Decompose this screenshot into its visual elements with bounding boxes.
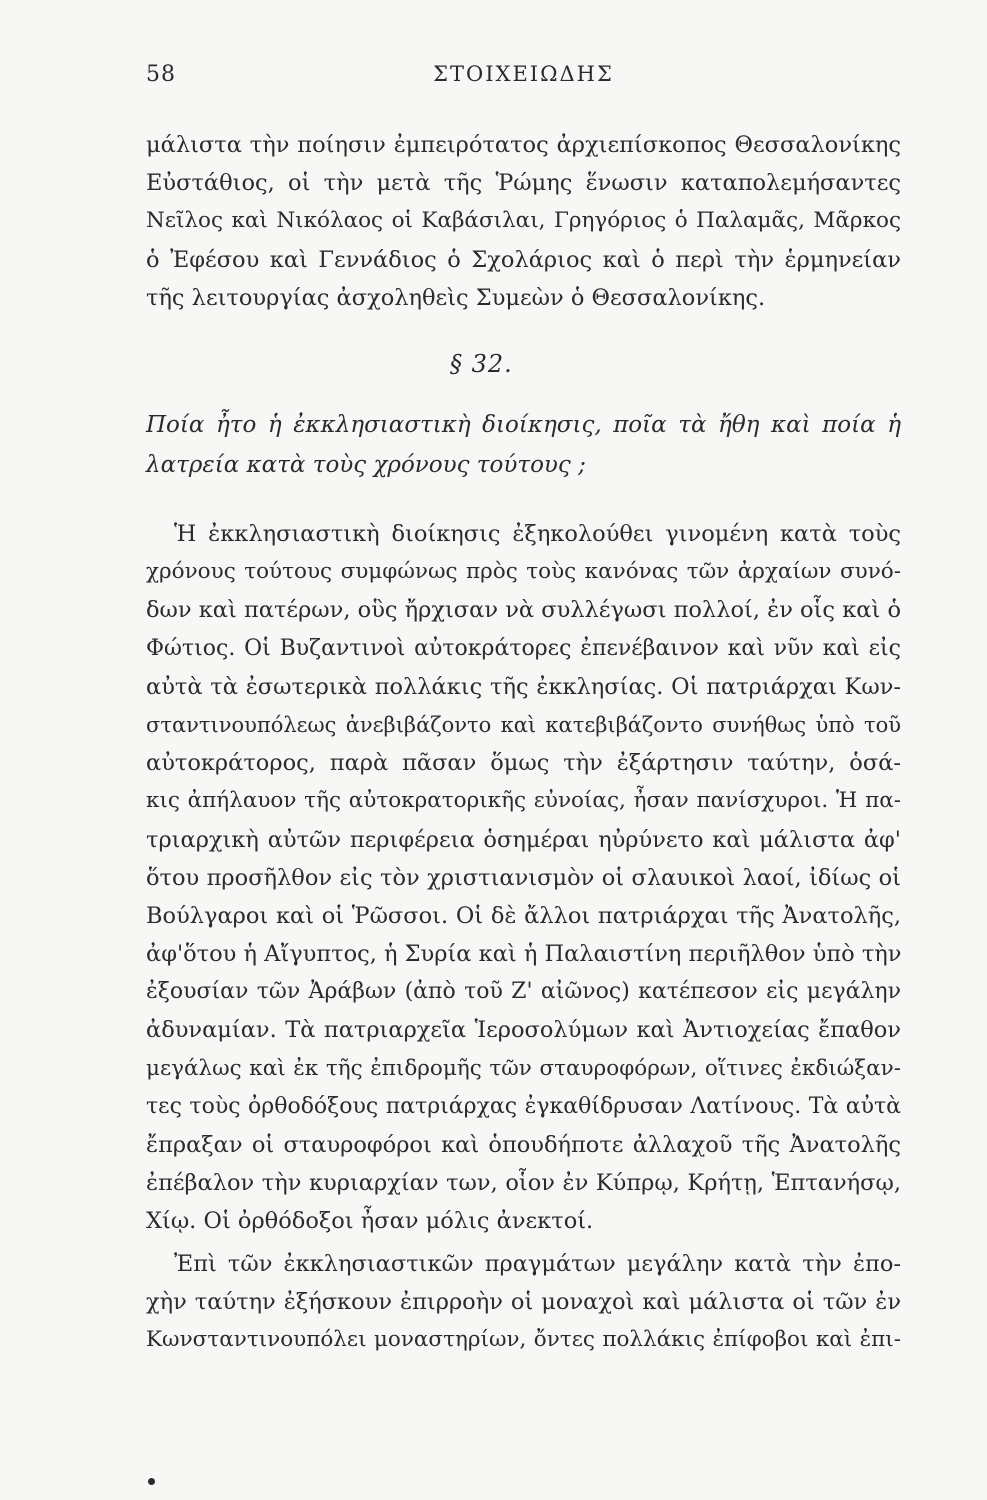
text-line: ἔπραξαν οἱ σταυροφόροι καὶ ὁπουδήποτε ἀλλαχοῦ τῆς Ἀνατολῆς — [146, 1132, 901, 1158]
text-line: ὁ Ἐφέσου καὶ Γεννάδιος ὁ Σχολάριος καὶ ὁ περὶ τὴν ἑρμηνείαν — [146, 246, 901, 273]
intro-paragraph — [146, 126, 901, 317]
text-line: Ἐπὶ τῶν ἐκκλησιαστικῶν πραγμάτων μεγάλην κατὰ τὴν ἐπο- — [174, 1251, 901, 1277]
question-line: λατρεία κατὰ τοὺς χρόνους τούτους ; — [146, 452, 586, 478]
question-line: Ποία ἦτο ἡ ἐκκλησιαστικὴ διοίκησις, ποῖα τὰ ἤθη καὶ ποία ἡ — [146, 412, 901, 438]
text-line: Ἡ ἐκκλησιαστικὴ διοίκησις ἐξηκολούθει γινομένη κατὰ τοὺς — [174, 521, 901, 547]
text-line: χὴν ταύτην ἐξήσκουν ἐπιρροὴν οἱ μοναχοὶ καὶ μάλιστα οἱ τῶν ἐν — [146, 1289, 901, 1316]
text-line: δων καὶ πατέρων, οὓς ἤρχισαν νὰ συλλέγωσι πολλοί, ἐν οἷς καὶ ὁ — [146, 597, 901, 624]
page-number: 58 — [146, 62, 176, 87]
text-line: ἀφ'ὅτου ἡ Αἴγυπτος, ἡ Συρία καὶ ἡ Παλαιστίνη περιῆλθον ὑπὸ τὴν — [146, 941, 902, 968]
running-title: ΣΤΟΙΧΕΙΩΔΗΣ — [433, 62, 614, 86]
body-paragraph-1 — [146, 515, 901, 1241]
text-line: Εὐστάθιος, οἱ τὴν μετὰ τῆς Ῥώμης ἕνωσιν καταπολεμήσαντες — [146, 170, 901, 197]
section-number: § 32. — [450, 350, 513, 378]
text-line: μάλιστα τὴν ποίησιν ἐμπειρότατος ἀρχιεπίσκοπος Θεσσαλονίκης — [146, 132, 901, 158]
text-line: ἀδυναμίαν. Τὰ πατριαρχεῖα Ἱεροσολύμων καὶ Ἀντιοχείας ἔπαθον — [146, 1017, 901, 1044]
text-line: αὐτὰ τὰ ἐσωτερικὰ πολλάκις τῆς ἐκκλησίας. Οἱ πατριάρχαι Κων- — [146, 673, 901, 700]
text-line: Χίῳ. Οἱ ὀρθόδοξοι ἦσαν μόλις ἀνεκτοί. — [146, 1208, 594, 1235]
body-paragraph-2 — [146, 1245, 901, 1360]
text-line: Κωνσταντινουπόλει μοναστηρίων, ὄντες πολλάκις ἐπίφοβοι καὶ ἐπι- — [146, 1327, 901, 1353]
text-line: αὐτοκράτορος, παρὰ πᾶσαν ὅμως τὴν ἐξάρτησιν ταύτην, ὁσά- — [146, 750, 901, 777]
text-line: ὅτου προσῆλθον εἰς τὸν χριστιανισμὸν οἱ σλαυικοὶ λαοί, ἰδίως οἱ — [146, 864, 901, 891]
text-line: ἐξουσίαν τῶν Ἀράβων (ἀπὸ τοῦ Ζ' αἰῶνος) κατέπεσον εἰς μεγάλην — [146, 979, 901, 1005]
text-line: τες τοὺς ὀρθοδόξους πατριάρχας ἐγκαθίδρυσαν Λατίνους. Τὰ αὐτὰ — [146, 1093, 901, 1119]
page-header — [146, 62, 901, 98]
text-line: τῆς λειτουργίας ἀσχοληθεὶς Συμεὼν ὁ Θεσσαλονίκης. — [146, 284, 766, 311]
section-question — [146, 405, 901, 485]
text-line: Βούλγαροι καὶ οἱ Ῥῶσσοι. Οἱ δὲ ἄλλοι πατριάρχαι τῆς Ἀνατολῆς, — [146, 902, 901, 929]
text-line: Νεῖλος καὶ Νικόλαος οἱ Καβάσιλαι, Γρηγόριος ὁ Παλαμᾶς, Μᾶρκος — [146, 208, 901, 234]
text-line: ἐπέβαλον τὴν κυριαρχίαν των, οἷον ἐν Κύπρῳ, Κρήτῃ, Ἑπτανήσῳ, — [146, 1170, 901, 1197]
ink-dot — [148, 1478, 155, 1485]
text-line: σταντινουπόλεως ἀνεβιβάζοντο καὶ κατεβιβάζοντο συνήθως ὑπὸ τοῦ — [146, 712, 901, 737]
text-line: τριαρχικὴ αὐτῶν περιφέρεια ὁσημέραι ηὐρύνετο καὶ μάλιστα ἀφ' — [146, 826, 901, 853]
text-line: χρόνους τούτους συμφώνως πρὸς τοὺς κανόνας τῶν ἀρχαίων συνό- — [146, 559, 901, 585]
text-line: Φώτιος. Οἱ Βυζαντινοὶ αὐτοκράτορες ἐπενέβαινον καὶ νῦν καὶ εἰς — [146, 635, 901, 661]
text-line: μεγάλως καὶ ἐκ τῆς ἐπιδρομῆς τῶν σταυροφόρων, οἵτινες ἐκδιώξαν- — [146, 1055, 901, 1081]
text-line: κις ἀπήλαυον τῆς αὐτοκρατορικῆς εὐνοίας, ἦσαν πανίσχυροι. Ἡ πα- — [146, 788, 901, 814]
